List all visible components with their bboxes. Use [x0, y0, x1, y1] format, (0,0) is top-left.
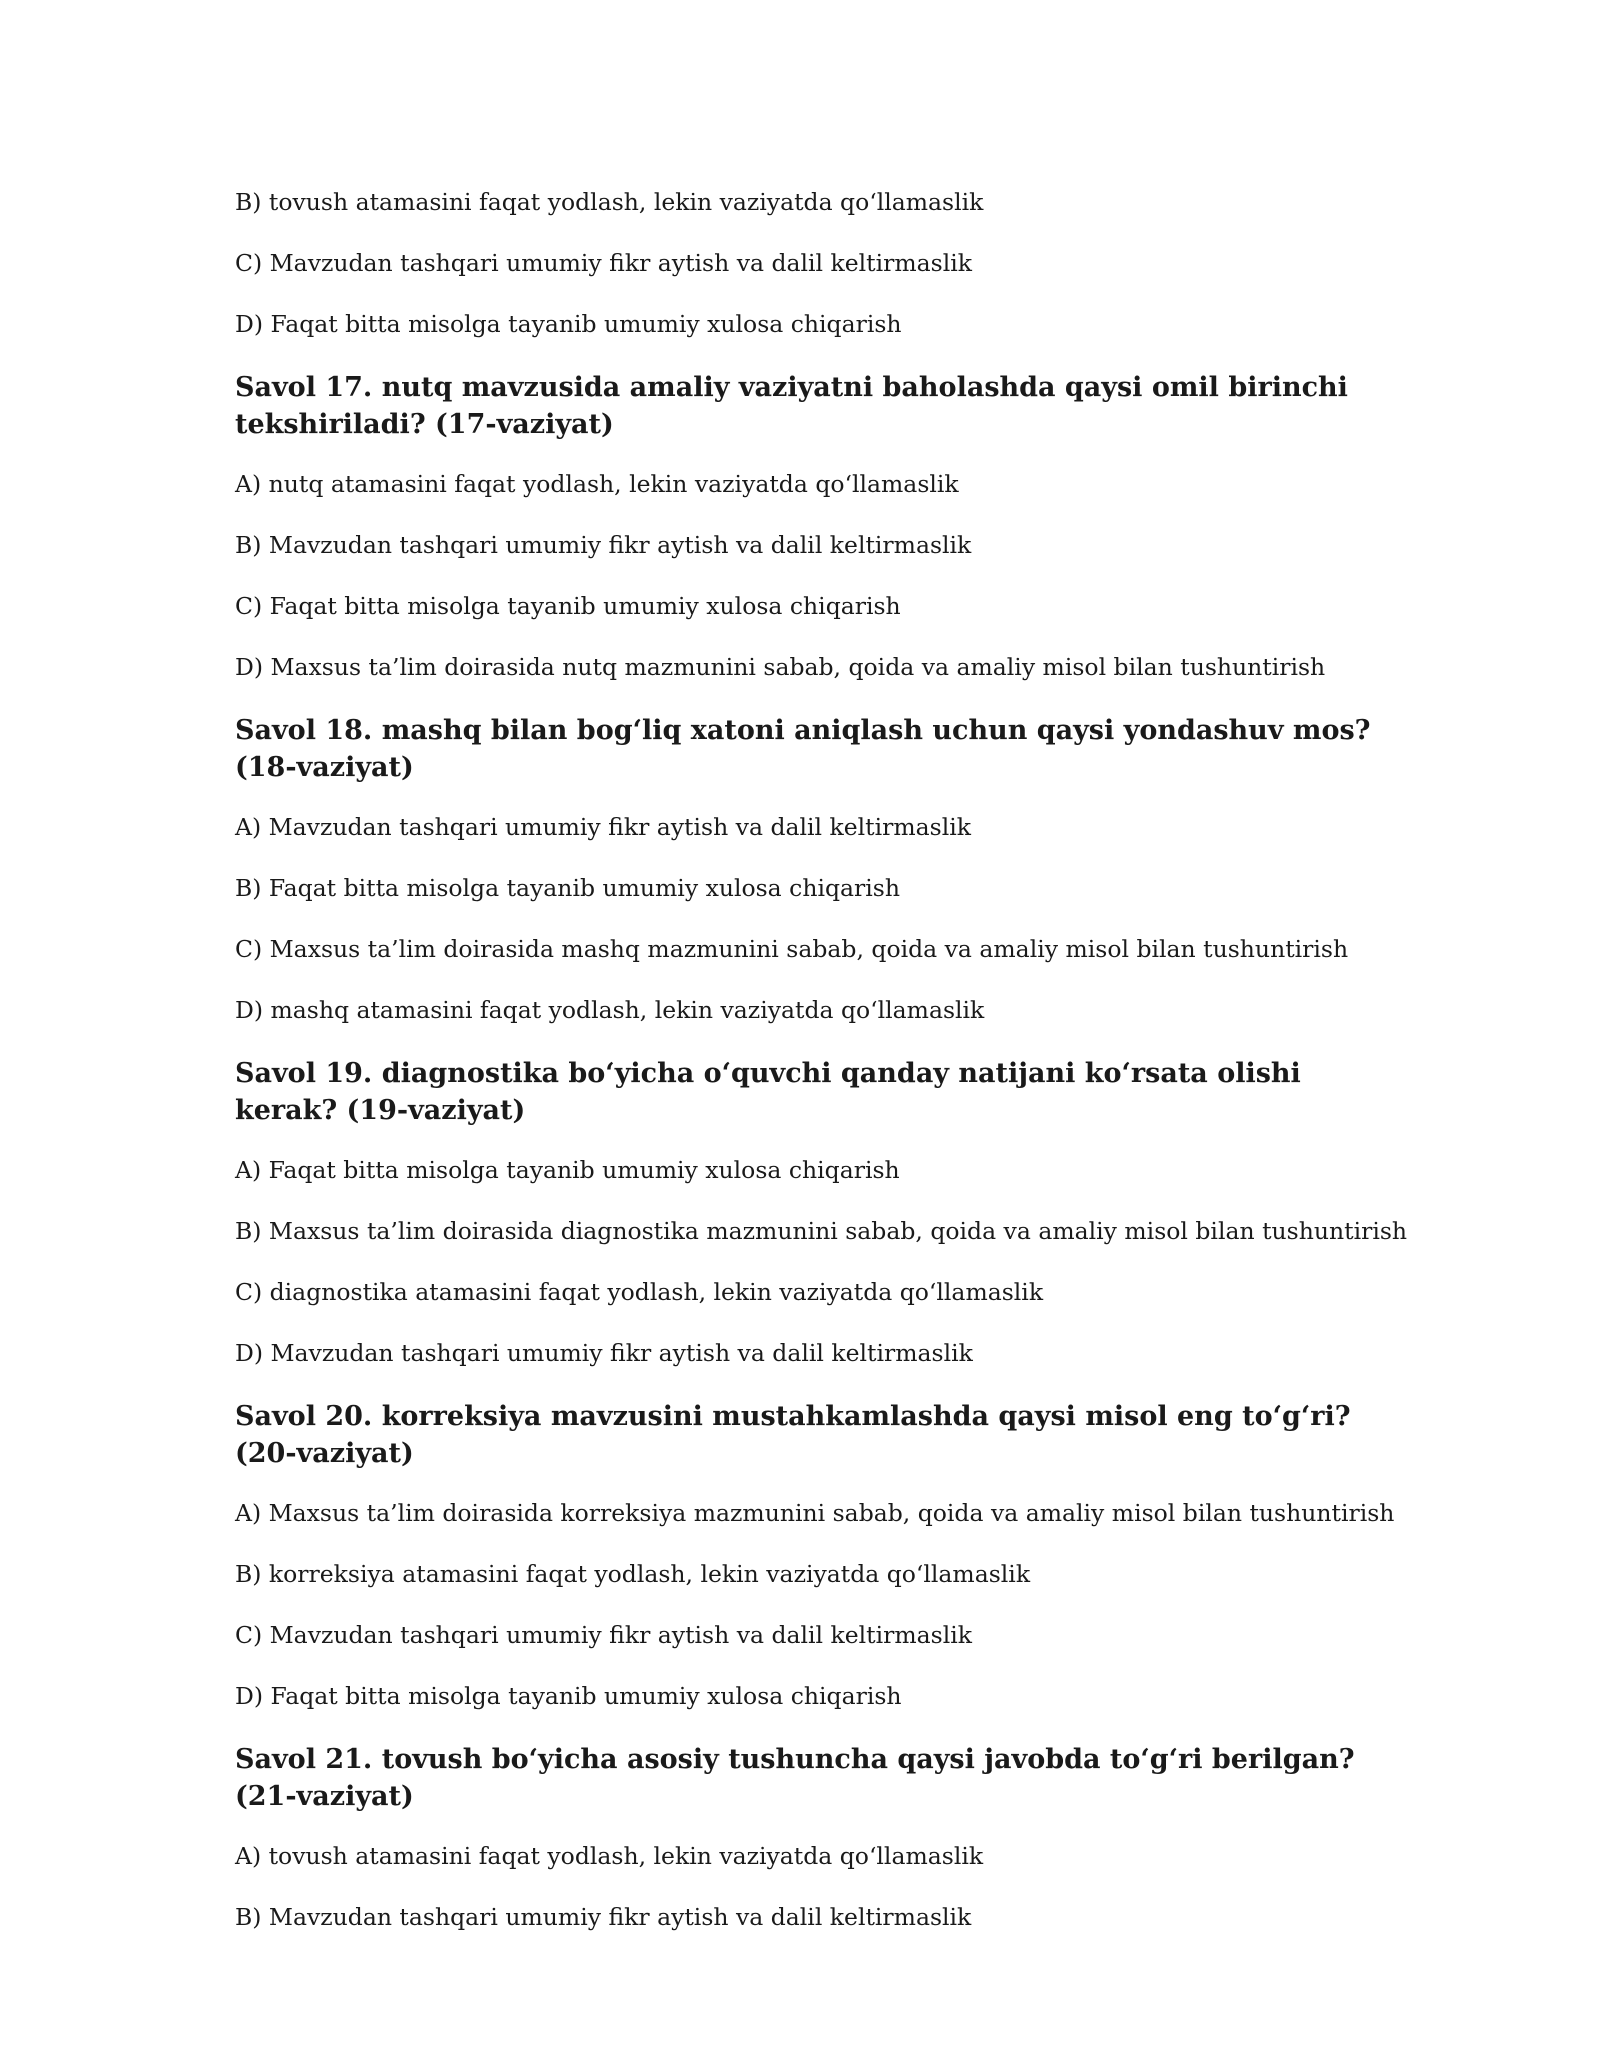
answer-option: C) Maxsus ta’lim doirasida mashq mazmunini sabab, qoida va amaliy misol bilan tushuntirish [235, 935, 1349, 963]
answer-option: B) Maxsus ta’lim doirasida diagnostika mazmunini sabab, qoida va amaliy misol bilan tushuntirish [235, 1217, 1408, 1245]
answer-option: A) tovush atamasini faqat yodlash, lekin vaziyatda qo‘llamaslik [235, 1842, 984, 1870]
question-heading: Savol 19. diagnostika bo‘yicha o‘quvchi qanday natijani ko‘rsata olishi kerak? (19-vaziyat) [235, 1058, 1301, 1126]
answer-option: B) Mavzudan tashqari umumiy fikr aytish va dalil keltirmaslik [235, 531, 972, 559]
document-page [235, 186, 1408, 1962]
answer-option: D) Mavzudan tashqari umumiy fikr aytish va dalil keltirmaslik [235, 1339, 973, 1367]
answer-option: B) Faqat bitta misolga tayanib umumiy xulosa chiqarish [235, 874, 900, 902]
answer-option: B) tovush atamasini faqat yodlash, lekin vaziyatda qo‘llamaslik [235, 188, 984, 216]
question-heading: Savol 20. korreksiya mavzusini mustahkamlashda qaysi misol eng to‘g‘ri? (20-vaziyat) [235, 1401, 1351, 1469]
question-heading: Savol 18. mashq bilan bog‘liq xatoni aniqlash uchun qaysi yondashuv mos? (18-vaziyat) [235, 715, 1371, 783]
answer-option: A) Faqat bitta misolga tayanib umumiy xulosa chiqarish [235, 1156, 900, 1184]
answer-option: A) nutq atamasini faqat yodlash, lekin vaziyatda qo‘llamaslik [235, 470, 959, 498]
answer-option: C) Faqat bitta misolga tayanib umumiy xulosa chiqarish [235, 592, 901, 620]
answer-option: C) diagnostika atamasini faqat yodlash, lekin vaziyatda qo‘llamaslik [235, 1278, 1044, 1306]
answer-option: B) Mavzudan tashqari umumiy fikr aytish va dalil keltirmaslik [235, 1903, 972, 1931]
answer-option: D) Faqat bitta misolga tayanib umumiy xulosa chiqarish [235, 1682, 902, 1710]
answer-option: D) Faqat bitta misolga tayanib umumiy xulosa chiqarish [235, 310, 902, 338]
question-heading: Savol 17. nutq mavzusida amaliy vaziyatni baholashda qaysi omil birinchi tekshiriladi? (17-vaziyat) [235, 372, 1348, 440]
answer-option: B) korreksiya atamasini faqat yodlash, lekin vaziyatda qo‘llamaslik [235, 1560, 1031, 1588]
answer-option: C) Mavzudan tashqari umumiy fikr aytish va dalil keltirmaslik [235, 249, 973, 277]
answer-option: D) Maxsus ta’lim doirasida nutq mazmunini sabab, qoida va amaliy misol bilan tushuntirish [235, 653, 1326, 681]
answer-option: D) mashq atamasini faqat yodlash, lekin vaziyatda qo‘llamaslik [235, 996, 985, 1024]
answer-option: A) Maxsus ta’lim doirasida korreksiya mazmunini sabab, qoida va amaliy misol bilan tushuntirish [235, 1499, 1395, 1527]
answer-option: A) Mavzudan tashqari umumiy fikr aytish va dalil keltirmaslik [235, 813, 971, 841]
question-heading: Savol 21. tovush bo‘yicha asosiy tushuncha qaysi javobda to‘g‘ri berilgan? (21-vaziyat) [235, 1744, 1355, 1812]
answer-option: C) Mavzudan tashqari umumiy fikr aytish va dalil keltirmaslik [235, 1621, 973, 1649]
